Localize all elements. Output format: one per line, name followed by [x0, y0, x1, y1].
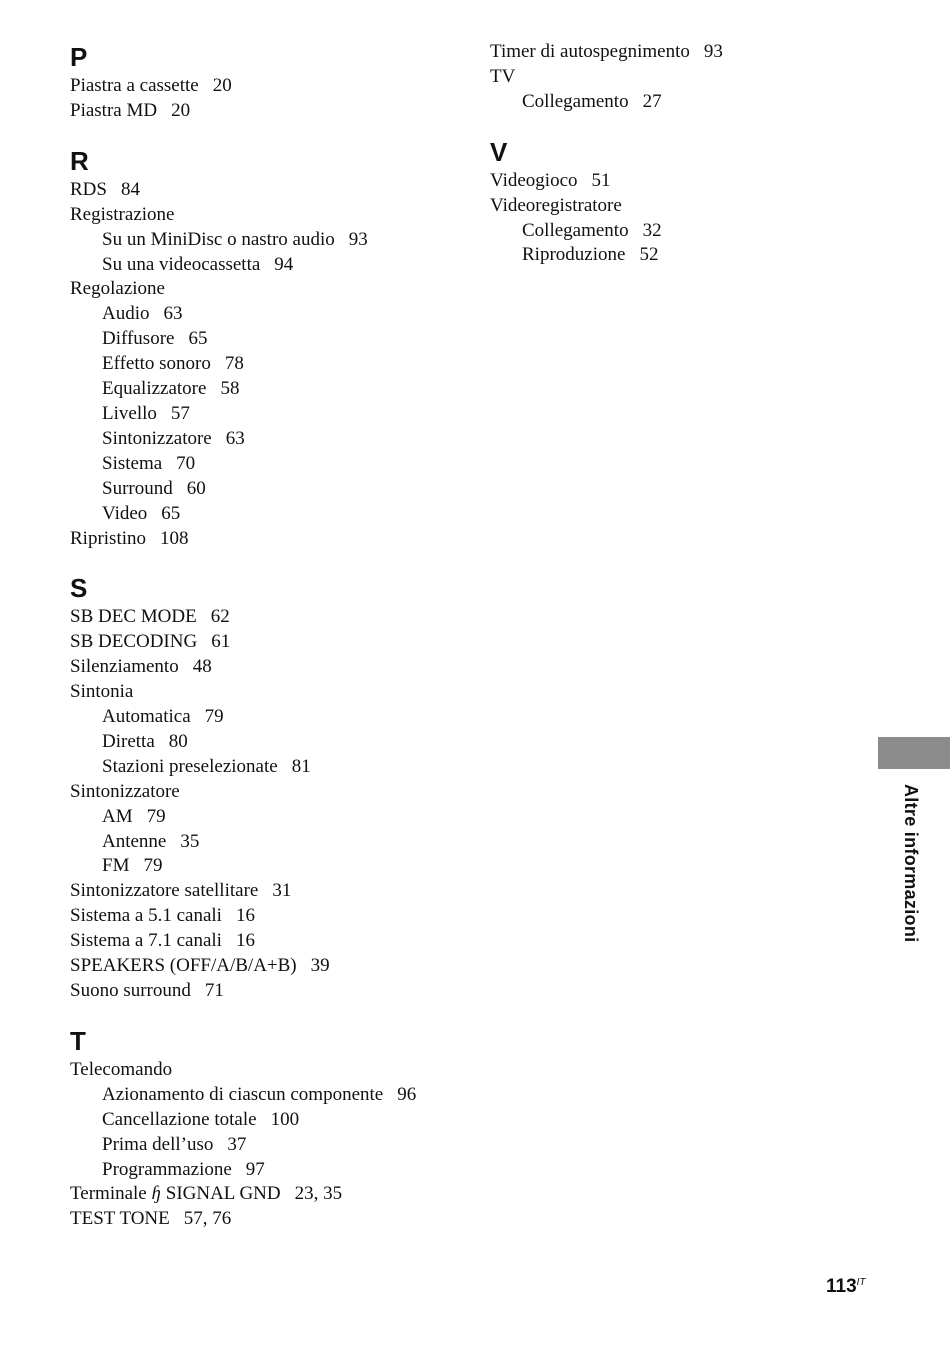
index-subentry — [70, 730, 470, 755]
index-entry — [70, 277, 470, 302]
entry-term: AM — [102, 805, 133, 827]
index-subentry — [70, 253, 470, 278]
page-number-value: 113 — [826, 1276, 857, 1297]
entry-page-ref: 79 — [146, 805, 166, 827]
index-section — [490, 135, 860, 269]
entry-page-ref: 108 — [160, 527, 189, 549]
index-entry — [70, 655, 470, 680]
entry-term: FM — [102, 855, 130, 877]
entry-page-ref: 97 — [245, 1158, 265, 1180]
index-entry — [70, 527, 470, 552]
ground-symbol-icon: ɧ — [151, 1183, 161, 1205]
index-subentry — [70, 302, 470, 327]
index-entry — [70, 99, 470, 124]
entry-term: Livello — [102, 402, 157, 424]
entry-page-ref: 63 — [163, 303, 183, 325]
entry-page-ref: 16 — [235, 905, 255, 927]
index-section — [70, 40, 470, 124]
index-entry — [70, 74, 470, 99]
entry-term: Silenziamento — [70, 656, 179, 678]
index-entry — [70, 1182, 470, 1207]
index-entry — [70, 605, 470, 630]
index-entry — [70, 979, 470, 1004]
index-entry — [490, 194, 860, 219]
entry-term: Sistema a 5.1 canali — [70, 905, 222, 927]
entry-page-ref: 58 — [220, 378, 240, 400]
entry-term: Sistema a 7.1 canali — [70, 930, 222, 952]
entry-page-ref: 48 — [192, 656, 212, 678]
entry-page-ref: 96 — [397, 1083, 417, 1105]
section-side-label: Altre informazioni — [901, 784, 921, 943]
entry-term: Riproduzione — [522, 244, 626, 266]
index-subentry — [70, 830, 470, 855]
index-subentry — [70, 452, 470, 477]
entry-term: Piastra a cassette — [70, 75, 199, 96]
index-entry — [70, 929, 470, 954]
entry-term: Ripristino — [70, 527, 147, 549]
entry-term: Collegamento — [522, 219, 629, 241]
entry-term: Sintonizzatore — [102, 427, 212, 449]
entry-page-ref: 51 — [591, 169, 611, 191]
entry-term: Diffusore — [102, 328, 175, 350]
entry-term: SB DEC MODE — [70, 606, 197, 628]
entry-term: Video — [102, 502, 148, 524]
entry-term-suffix: SIGNAL GND — [165, 1183, 281, 1205]
entry-term: TEST TONE — [70, 1208, 170, 1230]
entry-term: Telecomando — [70, 1058, 173, 1080]
entry-term: RDS — [70, 178, 107, 200]
index-section — [490, 40, 860, 115]
section-letter: T — [70, 1025, 86, 1056]
entry-page-ref: 35 — [180, 830, 200, 852]
index-subentry — [70, 477, 470, 502]
entry-term: Antenne — [102, 830, 167, 852]
entry-page-ref: 93 — [703, 41, 723, 62]
entry-page-ref: 57, 76 — [183, 1208, 232, 1230]
entry-term: Sintonizzatore satellitare — [70, 880, 259, 902]
entry-term: Piastra MD — [70, 99, 158, 121]
index-entry — [70, 879, 470, 904]
index-column-left — [70, 40, 470, 1252]
entry-term: Sistema — [102, 452, 163, 474]
index-subentry — [70, 327, 470, 352]
entry-page-ref: 78 — [224, 353, 244, 375]
entry-term: Videogioco — [490, 169, 578, 191]
page-number — [826, 1276, 866, 1298]
index-entry — [70, 178, 470, 203]
entry-term: Automatica — [102, 706, 191, 728]
index-subentry — [70, 402, 470, 427]
entry-term: Audio — [102, 303, 150, 325]
entry-page-ref: 80 — [168, 730, 188, 752]
entry-page-ref: 39 — [310, 955, 330, 977]
entry-term: Collegamento — [522, 90, 629, 112]
section-letter: S — [70, 573, 88, 604]
index-entry — [70, 1058, 470, 1083]
section-letter: R — [70, 145, 89, 176]
entry-page-ref: 62 — [210, 606, 230, 628]
entry-term: Regolazione — [70, 278, 165, 300]
entry-page-ref: 16 — [235, 930, 255, 952]
entry-page-ref: 65 — [161, 502, 181, 524]
index-entry — [490, 65, 860, 90]
index-entry — [70, 1207, 470, 1232]
index-subentry — [70, 377, 470, 402]
entry-page-ref: 60 — [186, 477, 206, 499]
entry-term: Videoregistratore — [490, 194, 622, 216]
entry-term: Sintonia — [70, 681, 134, 703]
index-subentry — [70, 352, 470, 377]
entry-term: Diretta — [102, 730, 155, 752]
index-subentry — [490, 90, 860, 115]
entry-page-ref: 27 — [642, 90, 662, 112]
index-entry — [70, 904, 470, 929]
index-entry — [490, 40, 860, 65]
page-number-suffix: IT — [856, 1277, 866, 1288]
entry-page-ref: 31 — [272, 880, 292, 902]
entry-page-ref: 23, 35 — [294, 1183, 343, 1205]
entry-term: Azionamento di ciascun componente — [102, 1083, 384, 1105]
section-letter: V — [490, 136, 508, 167]
entry-term: Su una videocassetta — [102, 253, 261, 275]
index-entry — [70, 780, 470, 805]
entry-term: SPEAKERS (OFF/A/B/A+B) — [70, 955, 297, 977]
entry-page-ref: 20 — [212, 75, 232, 96]
index-subentry — [70, 502, 470, 527]
entry-term: Cancellazione totale — [102, 1108, 257, 1130]
entry-page-ref: 94 — [274, 253, 294, 275]
index-entry — [70, 203, 470, 228]
entry-page-ref: 37 — [227, 1133, 247, 1155]
index-subentry — [490, 219, 860, 244]
index-subentry — [70, 755, 470, 780]
section-letter: P — [70, 42, 88, 72]
entry-page-ref: 70 — [176, 452, 196, 474]
index-section — [70, 571, 470, 1004]
entry-term: Sintonizzatore — [70, 780, 180, 802]
index-subentry — [490, 243, 860, 268]
index-subentry — [70, 1108, 470, 1133]
index-subentry — [70, 1133, 470, 1158]
index-section — [70, 1024, 470, 1232]
entry-term: Su un MiniDisc o nastro audio — [102, 228, 335, 250]
index-entry — [70, 954, 470, 979]
entry-page-ref: 20 — [171, 99, 191, 121]
entry-term: Effetto sonoro — [102, 353, 211, 375]
entry-page-ref: 79 — [204, 706, 224, 728]
index-entry — [490, 169, 860, 194]
index-subentry — [70, 1083, 470, 1108]
entry-page-ref: 93 — [348, 228, 368, 250]
entry-page-ref: 81 — [291, 755, 311, 777]
index-subentry — [70, 805, 470, 830]
entry-page-ref: 100 — [270, 1108, 300, 1130]
entry-term: Stazioni preselezionate — [102, 755, 278, 777]
entry-page-ref: 52 — [639, 244, 659, 266]
entry-page-ref: 79 — [143, 855, 163, 877]
entry-page-ref: 57 — [170, 402, 190, 424]
section-tab-marker — [878, 737, 950, 769]
entry-term: Prima dell’uso — [102, 1133, 214, 1155]
index-column-right — [490, 40, 860, 288]
entry-page-ref: 65 — [188, 328, 208, 350]
entry-page-ref: 71 — [204, 980, 224, 1001]
index-section — [70, 144, 470, 552]
entry-term: Terminale — [70, 1183, 147, 1205]
index-subentry — [70, 1158, 470, 1183]
index-entry — [70, 630, 470, 655]
entry-term: Programmazione — [102, 1158, 232, 1180]
entry-term: SB DECODING — [70, 631, 198, 653]
entry-term: Surround — [102, 477, 173, 499]
entry-term: Registrazione — [70, 203, 175, 225]
entry-term: Suono surround — [70, 980, 191, 1001]
entry-page-ref: 84 — [120, 178, 140, 200]
index-subentry — [70, 854, 470, 879]
index-entry — [70, 680, 470, 705]
index-subentry — [70, 228, 470, 253]
entry-page-ref: 63 — [225, 427, 245, 449]
entry-page-ref: 32 — [642, 219, 662, 241]
entry-term: TV — [490, 65, 516, 87]
entry-term: Equalizzatore — [102, 378, 207, 400]
entry-term: Timer di autospegnimento — [490, 41, 690, 62]
entry-page-ref: 61 — [211, 631, 231, 653]
index-subentry — [70, 427, 470, 452]
index-subentry — [70, 705, 470, 730]
